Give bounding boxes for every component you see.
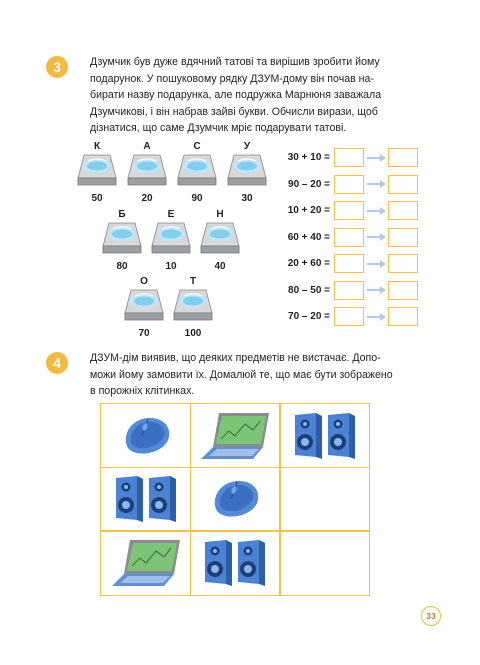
equation-row [276, 306, 418, 327]
empty-cell[interactable] [279, 467, 370, 532]
key-k: К 50 [76, 141, 118, 204]
keyboard-key-icon [101, 220, 143, 256]
arrow-right-icon [364, 313, 388, 321]
grid-cell [279, 403, 370, 468]
answer-box[interactable] [334, 148, 364, 167]
task-3-line: подарунок. У пошуковому рядку ДЗУМ-дому він почав на- [90, 72, 374, 85]
answer-box[interactable] [334, 254, 364, 273]
key-e: Е 10 [150, 209, 192, 272]
laptop-icon [197, 411, 273, 461]
arrow-right-icon [364, 154, 388, 162]
keyboard-key-icon [226, 152, 268, 188]
key-a: А 20 [126, 141, 168, 204]
equation-text: 10 + 20 = [287, 205, 330, 216]
task-3-line: Дзумчикові, і він набрав зайві букви. Обчисли вирази, щоб [90, 105, 378, 118]
computer-mouse-icon [118, 414, 174, 458]
arrow-right-icon [364, 260, 388, 268]
task-3-line: бирати назву подарунка, але подружка Марнюня заважала [90, 89, 382, 101]
task-4-text [90, 350, 426, 400]
laptop-icon [108, 538, 184, 588]
equation-row [276, 200, 418, 221]
keyboard-key-icon [123, 287, 165, 323]
equation-text: 60 + 40 = [287, 231, 330, 243]
key-b: Б 80 [101, 209, 143, 272]
task-3-line: дізнатися, що саме Дзумчик мріє подарувати татові. [90, 122, 347, 134]
key-t: Т 100 [172, 276, 214, 339]
letter-box[interactable] [388, 148, 418, 167]
computer-mouse-icon [207, 477, 263, 521]
task-3-text [90, 54, 426, 137]
keyboard-key-icon [150, 220, 192, 256]
speakers-icon [202, 538, 268, 588]
letter-box[interactable] [388, 228, 418, 247]
page-number: 33 [421, 606, 441, 626]
letter-box[interactable] [388, 201, 418, 220]
grid-cell [190, 530, 281, 596]
keyboard-key-icon [199, 220, 241, 256]
picture-grid [100, 403, 370, 596]
key-u: У 30 [226, 141, 268, 204]
equation-row [276, 253, 418, 274]
equations-list [276, 147, 418, 327]
arrow-right-icon [364, 233, 388, 241]
equation-text: 20 + 60 = [287, 258, 330, 269]
grid-cell [190, 403, 281, 468]
key-s: С 90 [176, 141, 218, 204]
keyboard-key-icon [176, 152, 218, 188]
arrow-right-icon [364, 180, 388, 188]
grid-cell [100, 403, 191, 468]
arrow-right-icon [364, 207, 388, 215]
task-4-line: ДЗУМ-дім виявив, що деяких предметів не вистачає. Допо- [90, 352, 381, 364]
answer-box[interactable] [334, 281, 364, 300]
letter-box[interactable] [388, 254, 418, 273]
grid-cell [190, 467, 281, 532]
keyboard-key-icon [172, 287, 214, 323]
equation-row [276, 227, 418, 248]
equation-text: 70 – 20 = [288, 311, 330, 322]
equation-text: 80 – 50 = [288, 284, 330, 296]
answer-box[interactable] [334, 201, 364, 220]
letter-box[interactable] [388, 307, 418, 326]
letter-box[interactable] [388, 281, 418, 300]
task-number-badge: 3 [46, 56, 68, 78]
answer-box[interactable] [334, 175, 364, 194]
arrow-right-icon [364, 286, 388, 294]
keyboard-key-icon [126, 152, 168, 188]
letter-box[interactable] [388, 175, 418, 194]
equation-text: 30 + 10 = [287, 152, 330, 163]
task-number-badge: 4 [46, 352, 68, 374]
speakers-icon [113, 474, 179, 524]
grid-cell [100, 467, 191, 532]
grid-cell [100, 530, 191, 596]
equation-row [276, 280, 418, 301]
speakers-icon [292, 411, 358, 461]
task-4-line: в порожніх клітинках. [90, 385, 195, 397]
empty-cell[interactable] [279, 530, 370, 596]
task-4-line: можи йому замовити їх. Домалюй те, що має бути зображено [90, 368, 393, 381]
answer-box[interactable] [334, 307, 364, 326]
equation-row [276, 147, 418, 168]
answer-box[interactable] [334, 228, 364, 247]
task-3-line: Дзумчик був дуже вдячний татові та вирішив зробити йому [90, 56, 380, 68]
key-n: Н 40 [199, 209, 241, 272]
equation-text: 90 – 20 = [288, 178, 330, 190]
keyboard-key-icon [76, 152, 118, 188]
equation-row [276, 174, 418, 195]
key-o: О 70 [123, 276, 165, 339]
